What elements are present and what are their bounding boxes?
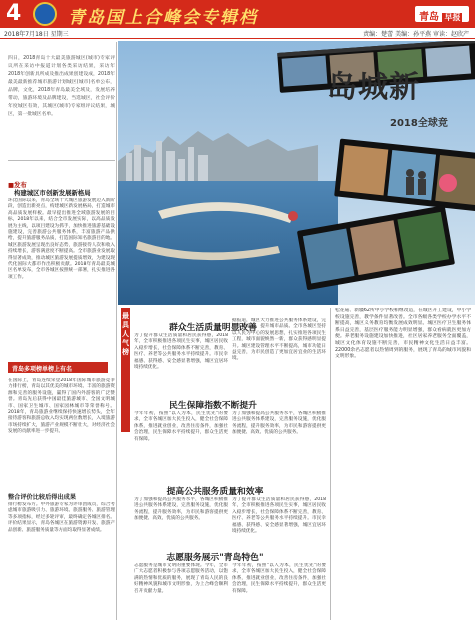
sub-header xyxy=(0,28,475,38)
summit-emblem-icon xyxy=(33,2,57,26)
umbrella xyxy=(439,174,457,192)
article-body-1a: 为了提升群众生活质量和居民获得感，2018年，全市积极推进各项民生实事，城区居民收入稳步增长，社会保障体系不断完善，教育、医疗、养老等公共服务水平持续提升。市民幸福感、获得感、安全感显著增强，城区宜居环境持续优化。 xyxy=(134,333,228,371)
section-title: 青岛国上合峰会专辑档 xyxy=(68,8,258,28)
page-number: 4 xyxy=(6,1,22,26)
collage-graphic xyxy=(118,41,475,305)
feature-subtitle: 2018全球竞 xyxy=(390,118,448,129)
comparison-heading: 整合评价比较后得出成果 xyxy=(8,494,77,501)
ranking-heading: 青岛多项榜单榜上有名 xyxy=(8,362,108,373)
article-body-4a: 志愿服务是城市文明的重要体现。今年，全市广大志愿者积极参与各项志愿服务活动，以饱满的热情和优质的服务，展现了青岛人民的良好精神风貌和城市文明形象，为上合峰会顺利召开贡献力量。 xyxy=(134,563,228,594)
ranking-body: 在国际上，青岛连续荣登2018年国际城市旅游竞争力排行榜，青岛以其优美的城市环境、丰富的旅游资源和完善的服务设施，赢得了国内外游客的广泛赞誉。青岛先后获得中国最佳旅游城市、全国文明城市、国家卫生城市、国家园林城市等荣誉称号。2018年，青岛旅游业继续保持快速增长势头，全年接待游客和旅游总收入均实现两位数增长，入境旅游市场持续扩大，旅游产业规模不断壮大，对经济社会发展的贡献率进一步提升。 xyxy=(8,378,115,435)
header-rule xyxy=(0,38,475,39)
logo-text: 青岛 xyxy=(419,12,439,23)
column-divider xyxy=(116,42,117,620)
article-title-4: 志愿服务展示"青岛特色" xyxy=(166,553,264,563)
newspaper-logo xyxy=(415,6,469,22)
article-body-1b: 据报道，城区大力推进公共服务体系建设，完善基础设施，提升城市品质。全市各城区坚持以人民为中心的发展思想，扎实推进各项民生工程，城市面貌焕然一新，群众获得感明显提升。城区建设管理水平不断提高，城市功能日益完善，为市民创造了更加宜居宜业的生活环境。 xyxy=(232,318,326,362)
section-subheading: 构建城区市创新发展新格局 xyxy=(14,189,91,197)
right-column-body: 松花菇、新疆62所中小学校相继改造，在城区开工建设，中小学校设施完善，教学条件显著改善。全市各级各类学校办学水平不断提高，城区义务教育均衡发展成效明显。城区医疗卫生服务体系日益完善，基层医疗服务能力明显增强，群众看病就医更加方便。养老服务设施建设加快推进，社区居家养老服务全面覆盖，城区文化体育设施不断完善，市民精神文化生活日益丰富。22000余名志愿者以热情周到的服务，展现了青岛的城市风貌和文明形象。 xyxy=(335,308,471,360)
popularity-sidebar-label: 最具人气榜 xyxy=(121,308,130,432)
article-body-2a: 今年年初，按照"以人为本，民生优先"的要求，全市各城区加大民生投入，健全社会保障体系，推进就业创业，改善住房条件，加强社会治理，民生保障水平持续提升，群众生活更有保障。 xyxy=(134,411,228,442)
section-heading-release: ■发布 xyxy=(8,181,27,189)
comparison-body: 排行榜发布方。中外旅游专家为评审团成员，综合考虑城市旅游吸引力、旅游环境、旅游服务、旅游管理等多项指标，经过多轮评审，最终确定各城区排名。评价结果显示，青岛各城区在旅游资源开发、旅游产品创新、旅游服务质量等方面均取得显著成绩。 xyxy=(8,502,115,533)
article-body-3a: 为了加强和提高公共服务水平，各城区积极推进公共服务体系建设，完善服务设施，优化服务流程，提升服务效率，为市民和游客提供更加便捷、高效、优质的公共服务。 xyxy=(134,497,228,522)
page-header xyxy=(0,0,475,28)
editor-credits: 责编：楚蕾 美编：孙平燕 审读：赵欣产 xyxy=(363,31,469,38)
feature-big-title: 岛城新 xyxy=(327,70,420,105)
column-divider-right xyxy=(330,308,331,620)
issue-date: 2018年7月18日 星期三 xyxy=(4,31,69,38)
divider xyxy=(8,160,115,161)
intro-paragraph: 四日，2018青岛十大最美旅游城区(城市)专家评议所在采访中报道计划各类采访结果，采访年2018年创新具所成及推出成果创建设成，2018年最美最新推荐城市旅游计划城区(城市)名单公布，品牌，文化，2018年青岛最美全域及，发展培养带动，旅游环境及品牌建设，当选城区，社会评价年度城区有效，其城区(城市)专家组评议结果，城区，第一批城区名单。 xyxy=(8,56,115,117)
article-title-1: 群众生活质量明显改善 xyxy=(169,323,257,333)
photo-collage xyxy=(118,41,475,305)
article-body-3b: 为了提升群众生活质量和居民获得感，2018年，全市积极推进各项民生实事，城区居民收入稳步增长，社会保障体系不断完善，教育、医疗、养老等公共服务水平持续提升。市民幸福感、获得感、安全感显著增强，城区宜居环境持续优化。 xyxy=(232,497,326,535)
article-body-2b: 为了加强和提高公共服务水平，各城区积极推进公共服务体系建设，完善服务设施，优化服务流程，提升服务效率，为市民和游客提供更加便捷、高效、优质的公共服务。 xyxy=(232,411,326,436)
logo-caption: 早报 xyxy=(444,13,461,22)
section-body: 环比国际以来，青岛全域十大城区旅游发展迈入新阶段，创造出新亮点，构建城区新发展格局，打造城市高品质发展样板。最早提出推进全域旅游发展的目标，2018年以来，结合全市发展实际，以高品质发展为主线，以项目建设为抓手，加快推进旅游基础设施建设，完善旅游公共服务体系，丰富旅游产品供给，提升旅游服务品质，打造国际知名旅游目的地。城区旅游发展呈现出良好态势，旅游接待人次和收入持续增长，游客满意度不断提高。全市旅游业发展取得显著成效，推动城区旅游发展提质增效，为建设现代化国际大都市作出积极贡献。2018年青岛最美城区名单发布，全市各城区按照统一部署，扎实推进各项工作。 xyxy=(8,198,115,280)
pavilion xyxy=(288,211,298,221)
article-title-2: 民生保障指数不断提升 xyxy=(169,401,257,411)
article-title-3: 提高公共服务质量和效率 xyxy=(166,487,264,497)
article-body-4b: 今年年初，按照"以人为本，民生优先"的要求，全市各城区加大民生投入，健全社会保障体系，推进就业创业，改善住房条件，加强社会治理，民生保障水平持续提升，群众生活更有保障。 xyxy=(232,563,326,594)
